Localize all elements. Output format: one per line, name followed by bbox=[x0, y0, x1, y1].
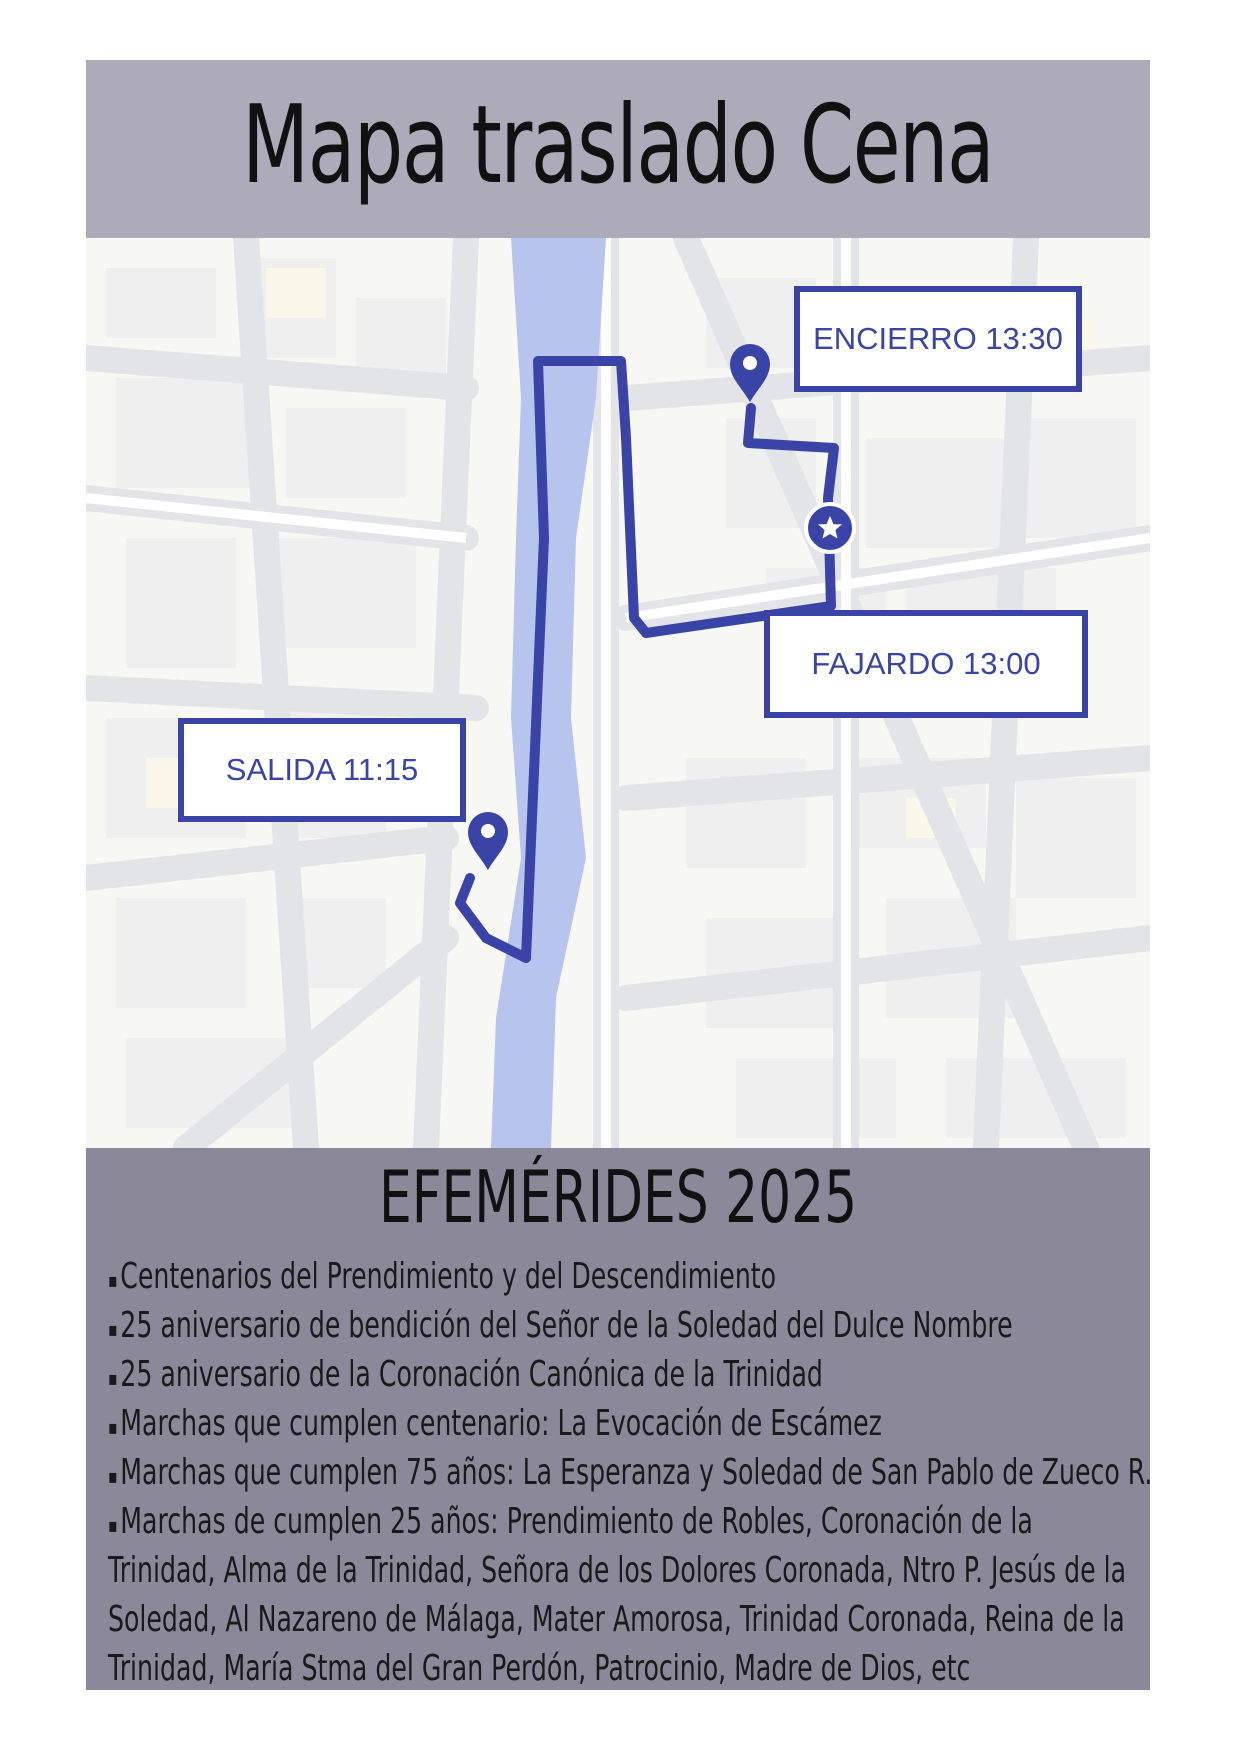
bullet-icon: ▪ bbox=[108, 1464, 118, 1488]
bullet-icon: ▪ bbox=[108, 1366, 118, 1390]
salida-label: SALIDA 11:15 bbox=[178, 718, 466, 822]
list-item: ▪Centenarios del Prendimiento y del Descendimiento bbox=[108, 1256, 777, 1297]
bullet-icon: ▪ bbox=[108, 1513, 118, 1537]
bullet-icon: ▪ bbox=[108, 1317, 118, 1341]
encierro-label: ENCIERRO 13:30 bbox=[794, 286, 1082, 392]
star-stop-icon bbox=[806, 504, 854, 552]
list-item: ▪25 aniversario de bendición del Señor de la Soledad del Dulce Nombre bbox=[108, 1305, 1013, 1346]
poster bbox=[86, 60, 1153, 1690]
title-band bbox=[86, 60, 1150, 238]
page-title: Mapa traslado Cena bbox=[242, 83, 994, 208]
efemerides-panel bbox=[86, 1148, 1153, 1690]
fajardo-label: FAJARDO 13:00 bbox=[764, 610, 1088, 718]
efemerides-list bbox=[108, 1252, 1153, 1693]
list-item: ▪Marchas que cumplen centenario: La Evocación de Escámez bbox=[108, 1403, 882, 1444]
bullet-icon: ▪ bbox=[108, 1415, 118, 1439]
route-map[interactable] bbox=[86, 238, 1150, 1148]
list-item: ▪Marchas de cumplen 25 años: Prendimiento de Robles, Coronación de la Trinidad, Alma de la Trinidad, Señora de los Dolores Coronada, Ntro P. Jesús de la Soledad, Al Nazareno de Málaga, Mater Amorosa, Trinidad Coronada, Reina de la Trinidad, María Stma del Gran Perdón, Patrocinio, Madre de Dios, etc bbox=[108, 1501, 1127, 1689]
bullet-icon: ▪ bbox=[108, 1268, 118, 1292]
list-item: ▪Marchas que cumplen 75 años: La Esperanza y Soledad de San Pablo de Zueco R. bbox=[108, 1452, 1153, 1493]
efemerides-title: EFEMÉRIDES 2025 bbox=[378, 1155, 858, 1239]
list-item: ▪25 aniversario de la Coronación Canónica de la Trinidad bbox=[108, 1354, 823, 1395]
